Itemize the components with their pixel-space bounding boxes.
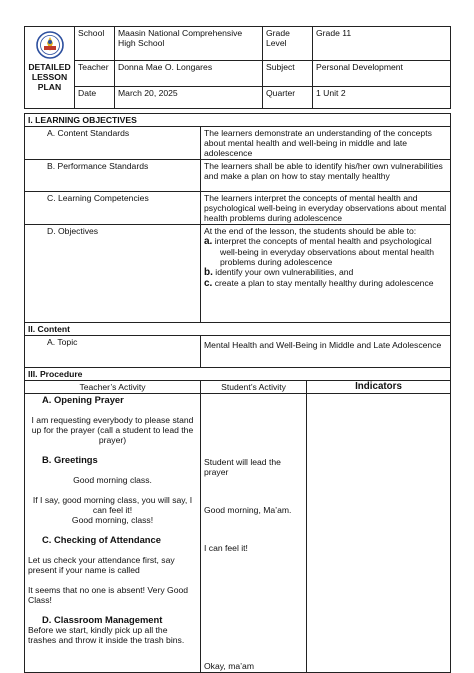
objective-a-text2: well-being in everyday observations about mental health [220, 247, 435, 257]
attendance-heading: C. Checking of Attendance [42, 534, 161, 545]
student-response-prayer: Student will lead the prayer [204, 457, 281, 477]
content-standards-value: The learners demonstrate an understanding of the concepts about mental health and well-being in middle and late adolescence [201, 127, 451, 160]
procedure-heading: III. Procedure [25, 368, 451, 381]
objective-b-text: identify your own vulnerabilities, and [215, 267, 354, 277]
objective-item-a [204, 236, 447, 247]
teacher-label: Teacher [75, 61, 115, 87]
date-value: March 20, 2025 [115, 87, 263, 109]
lesson-plan-title: DETAILED LESSON PLAN [28, 62, 71, 92]
teacher-activity-cell [25, 394, 201, 673]
content-standards-label: A. Content Standards [25, 127, 201, 160]
performance-standards-label: B. Performance Standards [25, 160, 201, 192]
objective-item-c [204, 278, 447, 289]
opening-prayer-heading: A. Opening Prayer [42, 394, 124, 405]
objective-letter-a: a. [204, 236, 213, 247]
student-activity-cell [201, 394, 307, 673]
attendance-text-1: Let us check your attendance first, say present if your name is called [28, 555, 175, 575]
school-label: School [75, 27, 115, 61]
learning-objectives-heading: I. LEARNING OBJECTIVES [25, 114, 451, 127]
objectives-intro: At the end of the lesson, the students should be able to: [204, 226, 417, 236]
student-response-greeting: Good morning, Ma’am. [204, 505, 292, 515]
indicators-cell [307, 394, 451, 673]
teacher-activity-header: Teacher’s Activity [25, 381, 201, 394]
lesson-body-table [24, 113, 451, 673]
subject-label: Subject [263, 61, 313, 87]
classroom-management-heading: D. Classroom Management [42, 614, 163, 625]
performance-standards-value: The learners shall be able to identify his/her own vulnerabilities and make a plan on how to stay mentally healthy [201, 160, 451, 192]
date-label: Date [75, 87, 115, 109]
objective-a-text1: interpret the concepts of mental health and psychological [214, 236, 432, 246]
student-activity-header: Student’s Activity [201, 381, 307, 394]
student-response-feel: I can feel it! [204, 543, 248, 553]
attendance-text-2: It seems that no one is absent! Very Good Class! [28, 585, 189, 605]
subject-value: Personal Development [313, 61, 451, 87]
objectives-list [201, 225, 451, 323]
learning-competencies-label: C. Learning Competencies [25, 192, 201, 225]
grade-value: Grade 11 [313, 27, 451, 61]
objective-item-b [204, 267, 447, 278]
quarter-value: 1 Unit 2 [313, 87, 451, 109]
objective-letter-c: c. [204, 278, 213, 289]
quarter-label: Quarter [263, 87, 313, 109]
learning-competencies-value: The learners interpret the concepts of mental health and psychological well-being in everyday observations about mental health problems during adolescence [201, 192, 451, 225]
student-response-okay: Okay, ma’am [204, 661, 254, 671]
objectives-label: D. Objectives [25, 225, 201, 323]
greetings-text-3: Good morning, class! [71, 515, 154, 525]
teacher-value: Donna Mae O. Longares [115, 61, 263, 87]
header-logo-cell [25, 27, 75, 109]
content-heading: II. Content [25, 323, 451, 336]
greetings-text-2: If I say, good morning class, you will say, I can feel it! [32, 495, 193, 515]
classroom-management-text: Before we start, kindly pick up all the trashes and throw it inside the trash bins. [28, 625, 185, 645]
greetings-heading: B. Greetings [42, 454, 98, 465]
objective-letter-b: b. [204, 267, 213, 278]
topic-label: A. Topic [25, 336, 201, 368]
topic-value: Mental Health and Well-Being in Middle and Late Adolescence [201, 336, 451, 368]
header-table [24, 26, 451, 109]
grade-label: Grade Level [263, 27, 313, 61]
deped-seal-icon [36, 31, 64, 59]
opening-prayer-text: I am requesting everybody to please stand up for the prayer (call a student to lead the prayer) [31, 415, 194, 445]
objective-c-text: create a plan to stay mentally healthy during adolescence [214, 278, 434, 288]
school-value: Maasin National Comprehensive High School [115, 27, 263, 61]
objective-a-text3: problems during adolescence [220, 257, 333, 267]
indicators-header: Indicators [307, 381, 451, 394]
greetings-text-1: Good morning class. [73, 475, 152, 485]
